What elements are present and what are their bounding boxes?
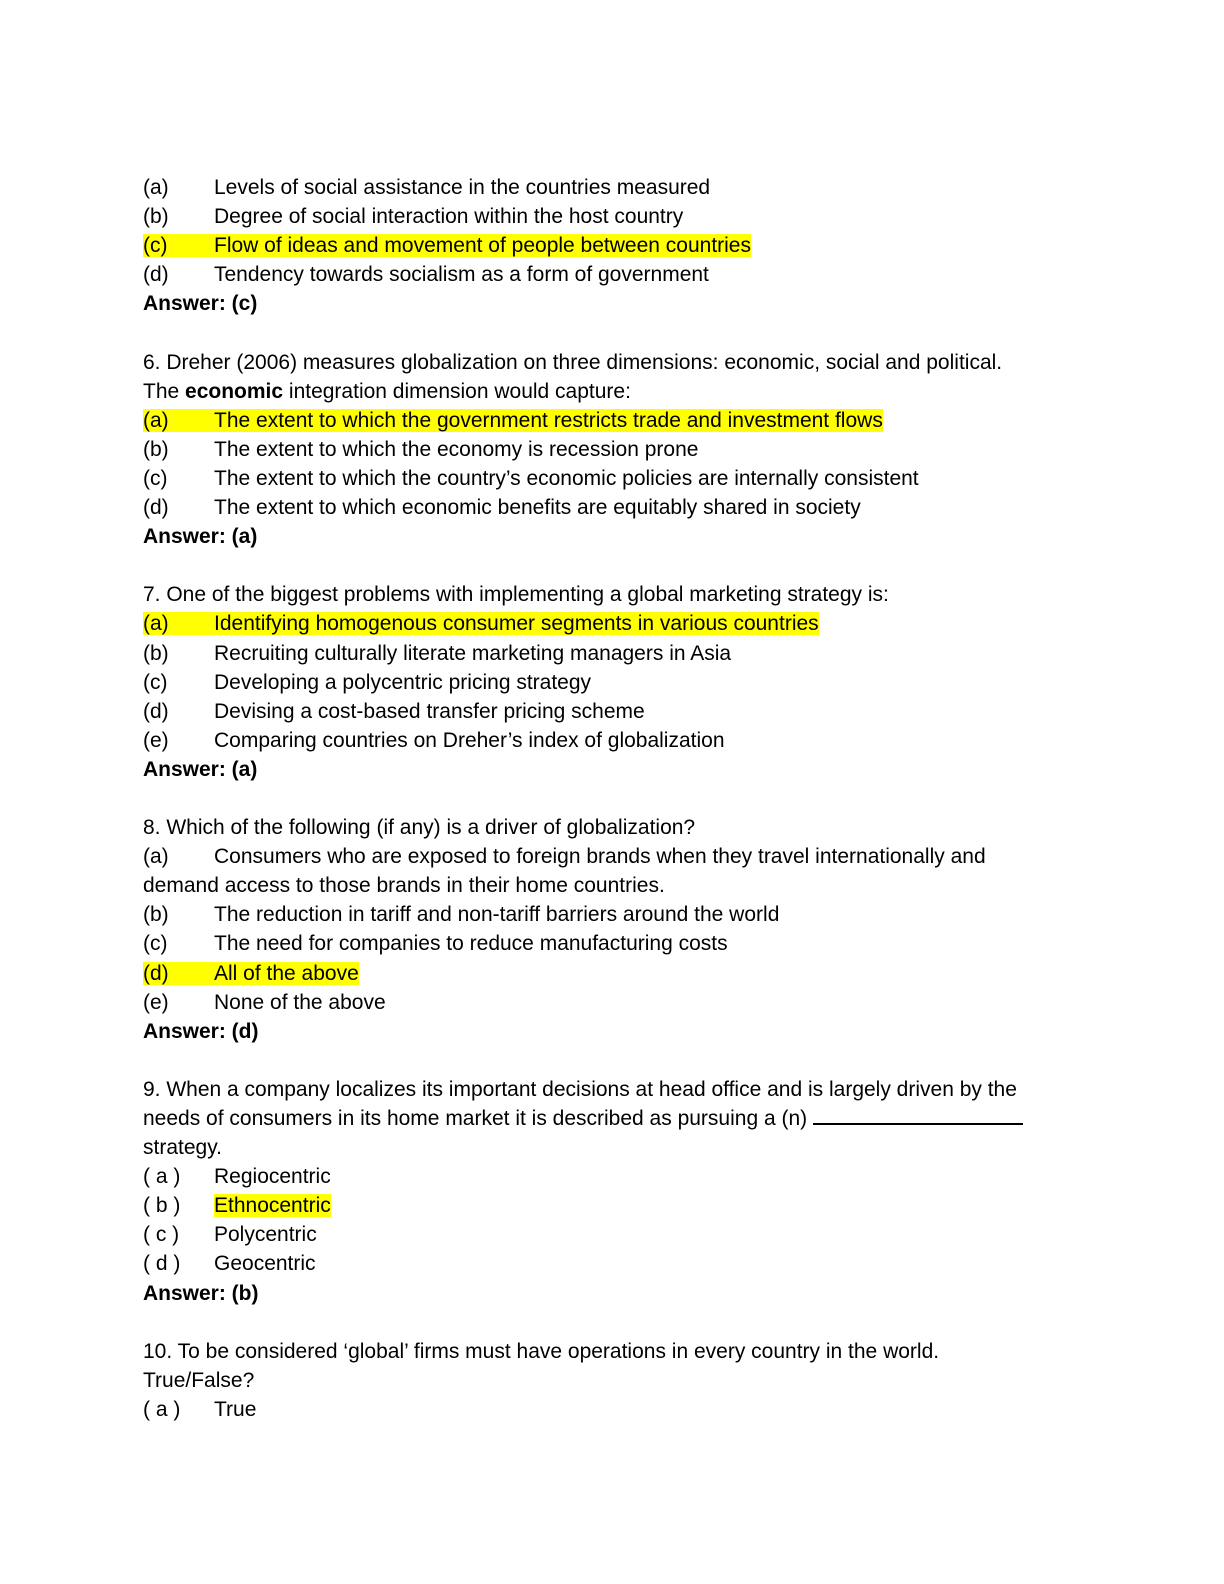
q9-stem-line1: 9. When a company localizes its important decisions at head office and is largely driven by the [143,1077,1017,1101]
option-label: (d) [143,496,169,520]
q10-stem-line1: 10. To be considered ‘global’ firms must have operations in every country in the world. [143,1339,940,1363]
q7-option-a [143,609,1063,638]
q6-option-b [143,435,1063,464]
option-text: Developing a polycentric pricing strategy [214,670,592,694]
q5-option-d [143,260,1063,289]
option-label: (b) [143,641,169,665]
option-text: The need for companies to reduce manufacturing costs [214,932,728,956]
q8-option-e [143,988,1063,1017]
option-label: (d) [143,961,169,985]
q5-option-c [143,231,1063,260]
option-label: (b) [143,903,169,927]
option-text: Recruiting culturally literate marketing managers in Asia [214,641,732,665]
q8-option-a-line2: demand access to those brands in their home countries. [143,874,665,898]
q7-option-e [143,726,1063,755]
spacer [143,1046,1063,1075]
spacer [143,1308,1063,1337]
stem-text: The [143,379,186,403]
option-text: Degree of social interaction within the host country [214,205,684,229]
q6-answer: Answer: (a) [143,525,258,549]
option-label: ( c ) [143,1223,180,1247]
option-label: (a) [143,408,169,432]
option-text: Geocentric [214,1252,316,1276]
option-label: (c) [143,670,168,694]
option-text: Polycentric [214,1223,317,1247]
option-label: (e) [143,990,169,1014]
option-label: (c) [143,234,168,258]
q8-option-b [143,900,1063,929]
option-text: All of the above [214,961,359,985]
q9-option-b [143,1191,1063,1220]
option-text: The reduction in tariff and non-tariff barriers around the world [214,903,780,927]
spacer [143,784,1063,813]
highlighted-option [143,612,819,635]
option-label: (c) [143,932,168,956]
option-label: (e) [143,728,169,752]
q6-option-a [143,406,1063,435]
option-text: Identifying homogenous consumer segments in various countries [214,612,819,636]
option-text: Consumers who are exposed to foreign brands when they travel internationally and [214,845,986,869]
option-label: (c) [143,466,168,490]
option-text: None of the above [214,990,386,1014]
q6-option-c [143,464,1063,493]
q9-answer: Answer: (b) [143,1281,259,1305]
option-text: Flow of ideas and movement of people between countries [214,234,751,258]
spacer [143,318,1063,347]
option-text: The extent to which the government restricts trade and investment flows [214,408,883,432]
q8-option-d [143,959,1063,988]
q7-option-b [143,639,1063,668]
q9-stem-line3: strategy. [143,1136,222,1160]
option-label: ( d ) [143,1252,181,1276]
q8-option-a-line1 [143,842,1063,871]
highlighted-option [143,962,359,985]
option-text: The extent to which economic benefits are equitably shared in society [214,496,861,520]
option-label: (a) [143,612,169,636]
option-label: (b) [143,205,169,229]
q9-option-a [143,1162,1063,1191]
q7-option-c [143,668,1063,697]
q7-option-d [143,697,1063,726]
option-text: True [214,1397,257,1421]
fill-in-blank [813,1105,1023,1125]
q8-answer: Answer: (d) [143,1019,259,1043]
stem-bold-text: economic [185,379,284,403]
q9-option-c [143,1220,1063,1249]
q5-answer: Answer: (c) [143,292,258,316]
option-text: Tendency towards socialism as a form of government [214,263,709,287]
q6-option-d [143,493,1063,522]
option-label: (a) [143,845,169,869]
spacer [143,551,1063,580]
option-text: Devising a cost-based transfer pricing scheme [214,699,645,723]
option-text: The extent to which the economy is recession prone [214,437,699,461]
document-page [143,173,1063,1424]
option-label: (d) [143,699,169,723]
option-label: ( a ) [143,1165,181,1189]
stem-text: needs of consumers in its home market it is described as pursuing a (n) [143,1107,813,1130]
option-label: ( b ) [143,1194,181,1218]
q7-stem: 7. One of the biggest problems with implementing a global marketing strategy is: [143,583,889,607]
q7-answer: Answer: (a) [143,757,258,781]
q6-stem-line1: 6. Dreher (2006) measures globalization on three dimensions: economic, social and political. [143,350,1003,374]
q10-option-a [143,1395,1063,1424]
highlighted-option-text: Ethnocentric [214,1194,331,1218]
option-label: (a) [143,176,169,199]
q5-option-a [143,173,1063,202]
q5-option-b [143,202,1063,231]
option-text: Comparing countries on Dreher’s index of globalization [214,728,725,752]
q9-option-d [143,1249,1063,1278]
option-label: (b) [143,437,169,461]
highlighted-option [143,409,883,432]
q8-option-c [143,929,1063,958]
option-text: The extent to which the country’s economic policies are internally consistent [214,466,919,490]
option-text: Regiocentric [214,1165,331,1189]
highlighted-option [143,234,751,257]
stem-text: integration dimension would capture: [283,379,631,403]
q10-stem-line2: True/False? [143,1368,255,1392]
q8-stem: 8. Which of the following (if any) is a driver of globalization? [143,816,696,840]
option-label: ( a ) [143,1397,181,1421]
q9-stem-line2 [143,1104,1063,1133]
option-label: (d) [143,263,169,287]
q6-stem-line2 [143,377,1063,406]
option-text: Levels of social assistance in the countries measured [214,176,711,199]
